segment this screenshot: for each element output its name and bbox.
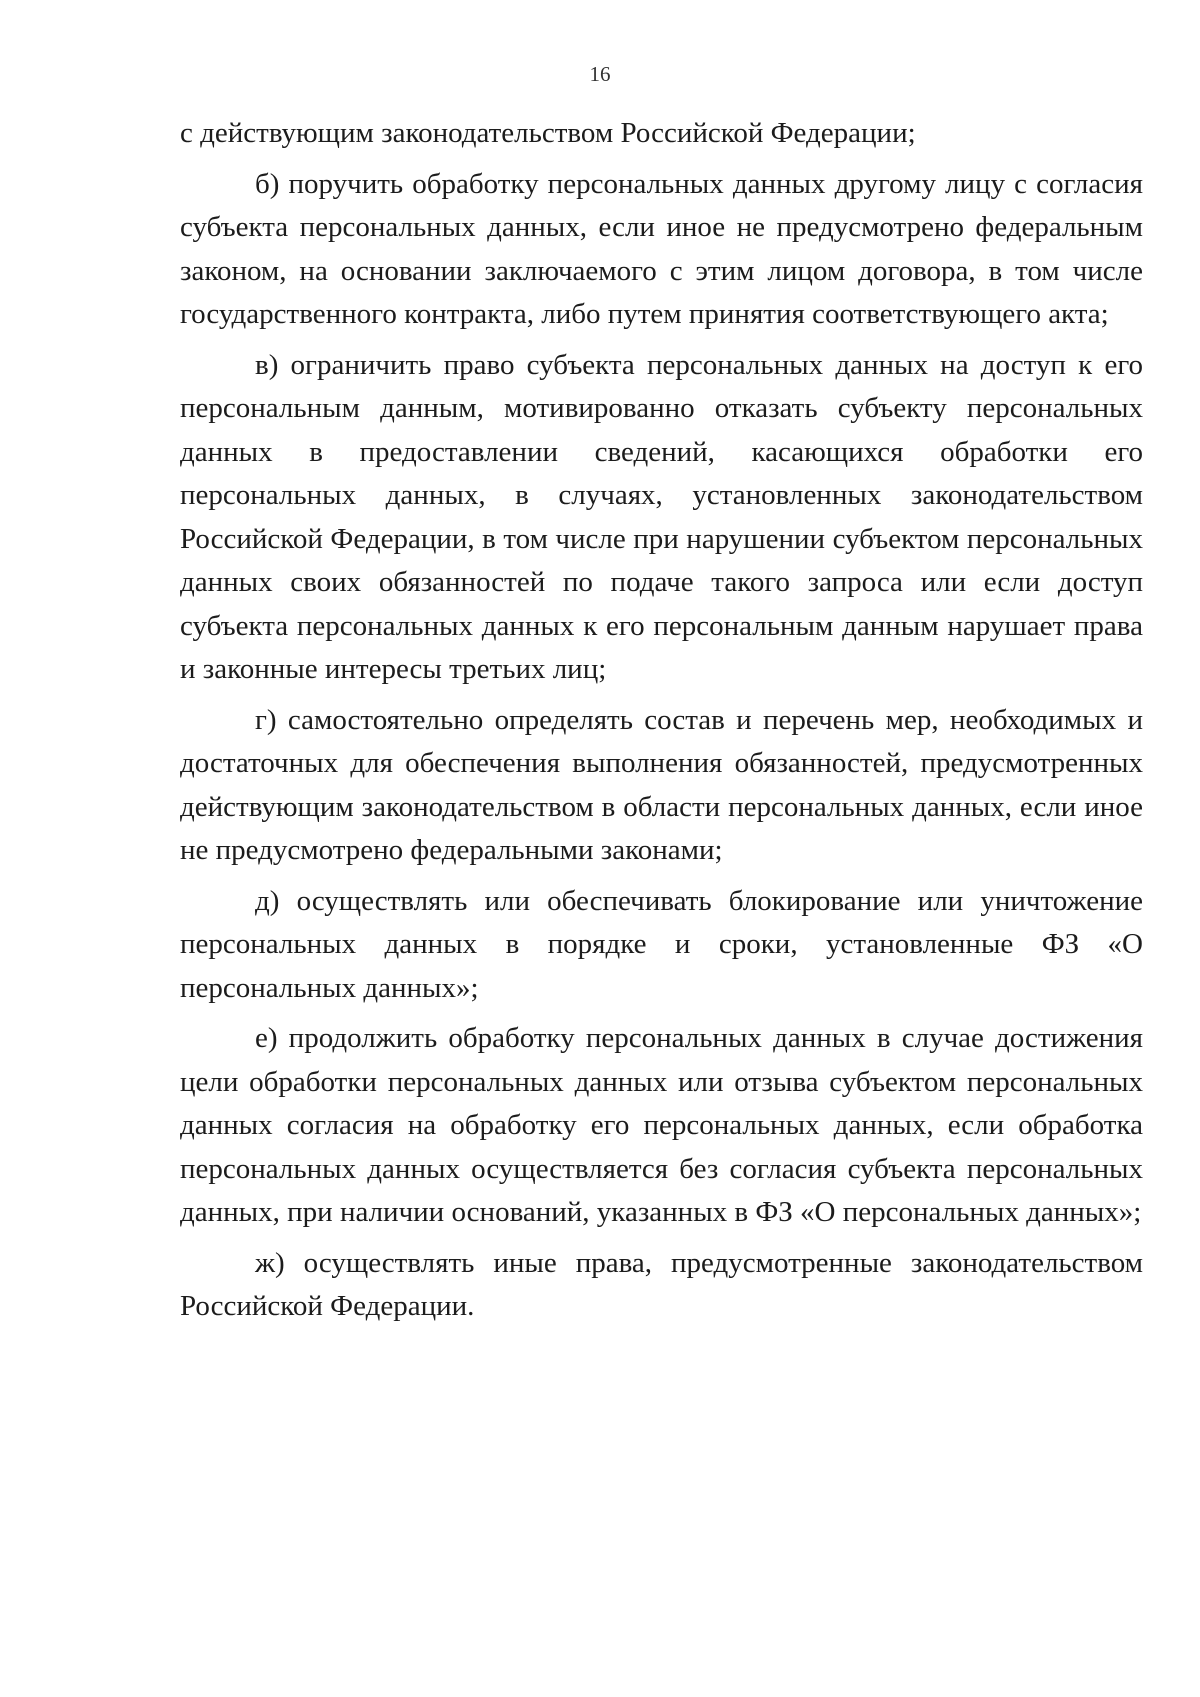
- paragraph-continuation: с действующим законодательством Российской Федерации;: [180, 117, 916, 149]
- paragraph-item-b: б) поручить обработку персональных данных другому лицу с согласия субъекта персональных данных, если иное не предусмотрено федеральным законом, на основании заключаемого с этим лицом договора, в том числе государственного контракта, либо путем принятия соответствующего акта;: [180, 167, 1143, 330]
- paragraph-item-g: г) самостоятельно определять состав и перечень мер, необходимых и достаточных для обеспечения выполнения обязанностей, предусмотренных действующим законодательством в области персональных данных, если иное не предусмотрено федеральными законами;: [180, 703, 1143, 866]
- paragraph-item-v: в) ограничить право субъекта персональных данных на доступ к его персональным данным, мотивированно отказать субъекту персональных данных в предоставлении сведений, касающихся обработки его персональных данных, в случаях, установленных законодательством Российской Федерации, в том числе при нарушении субъектом персональных данных своих обязанностей по подаче такого запроса или если доступ субъекта персональных данных к его персональным данным нарушает права и законные интересы третьих лиц;: [180, 348, 1143, 685]
- document-body: [180, 112, 1143, 1329]
- paragraph-item-e: е) продолжить обработку персональных данных в случае достижения цели обработки персональных данных или отзыва субъектом персональных данных согласия на обработку его персональных данных, если обработка персональных данных осуществляется без согласия субъекта персональных данных, при наличии оснований, указанных в ФЗ «О персональных данных»;: [180, 1022, 1143, 1228]
- page-number: 16: [589, 62, 611, 86]
- paragraph-item-zh: ж) осуществлять иные права, предусмотренные законодательством Российской Федерации.: [180, 1246, 1143, 1322]
- paragraph-item-d: д) осуществлять или обеспечивать блокирование или уничтожение персональных данных в порядке и сроки, установленные ФЗ «О персональных данных»;: [180, 884, 1143, 1004]
